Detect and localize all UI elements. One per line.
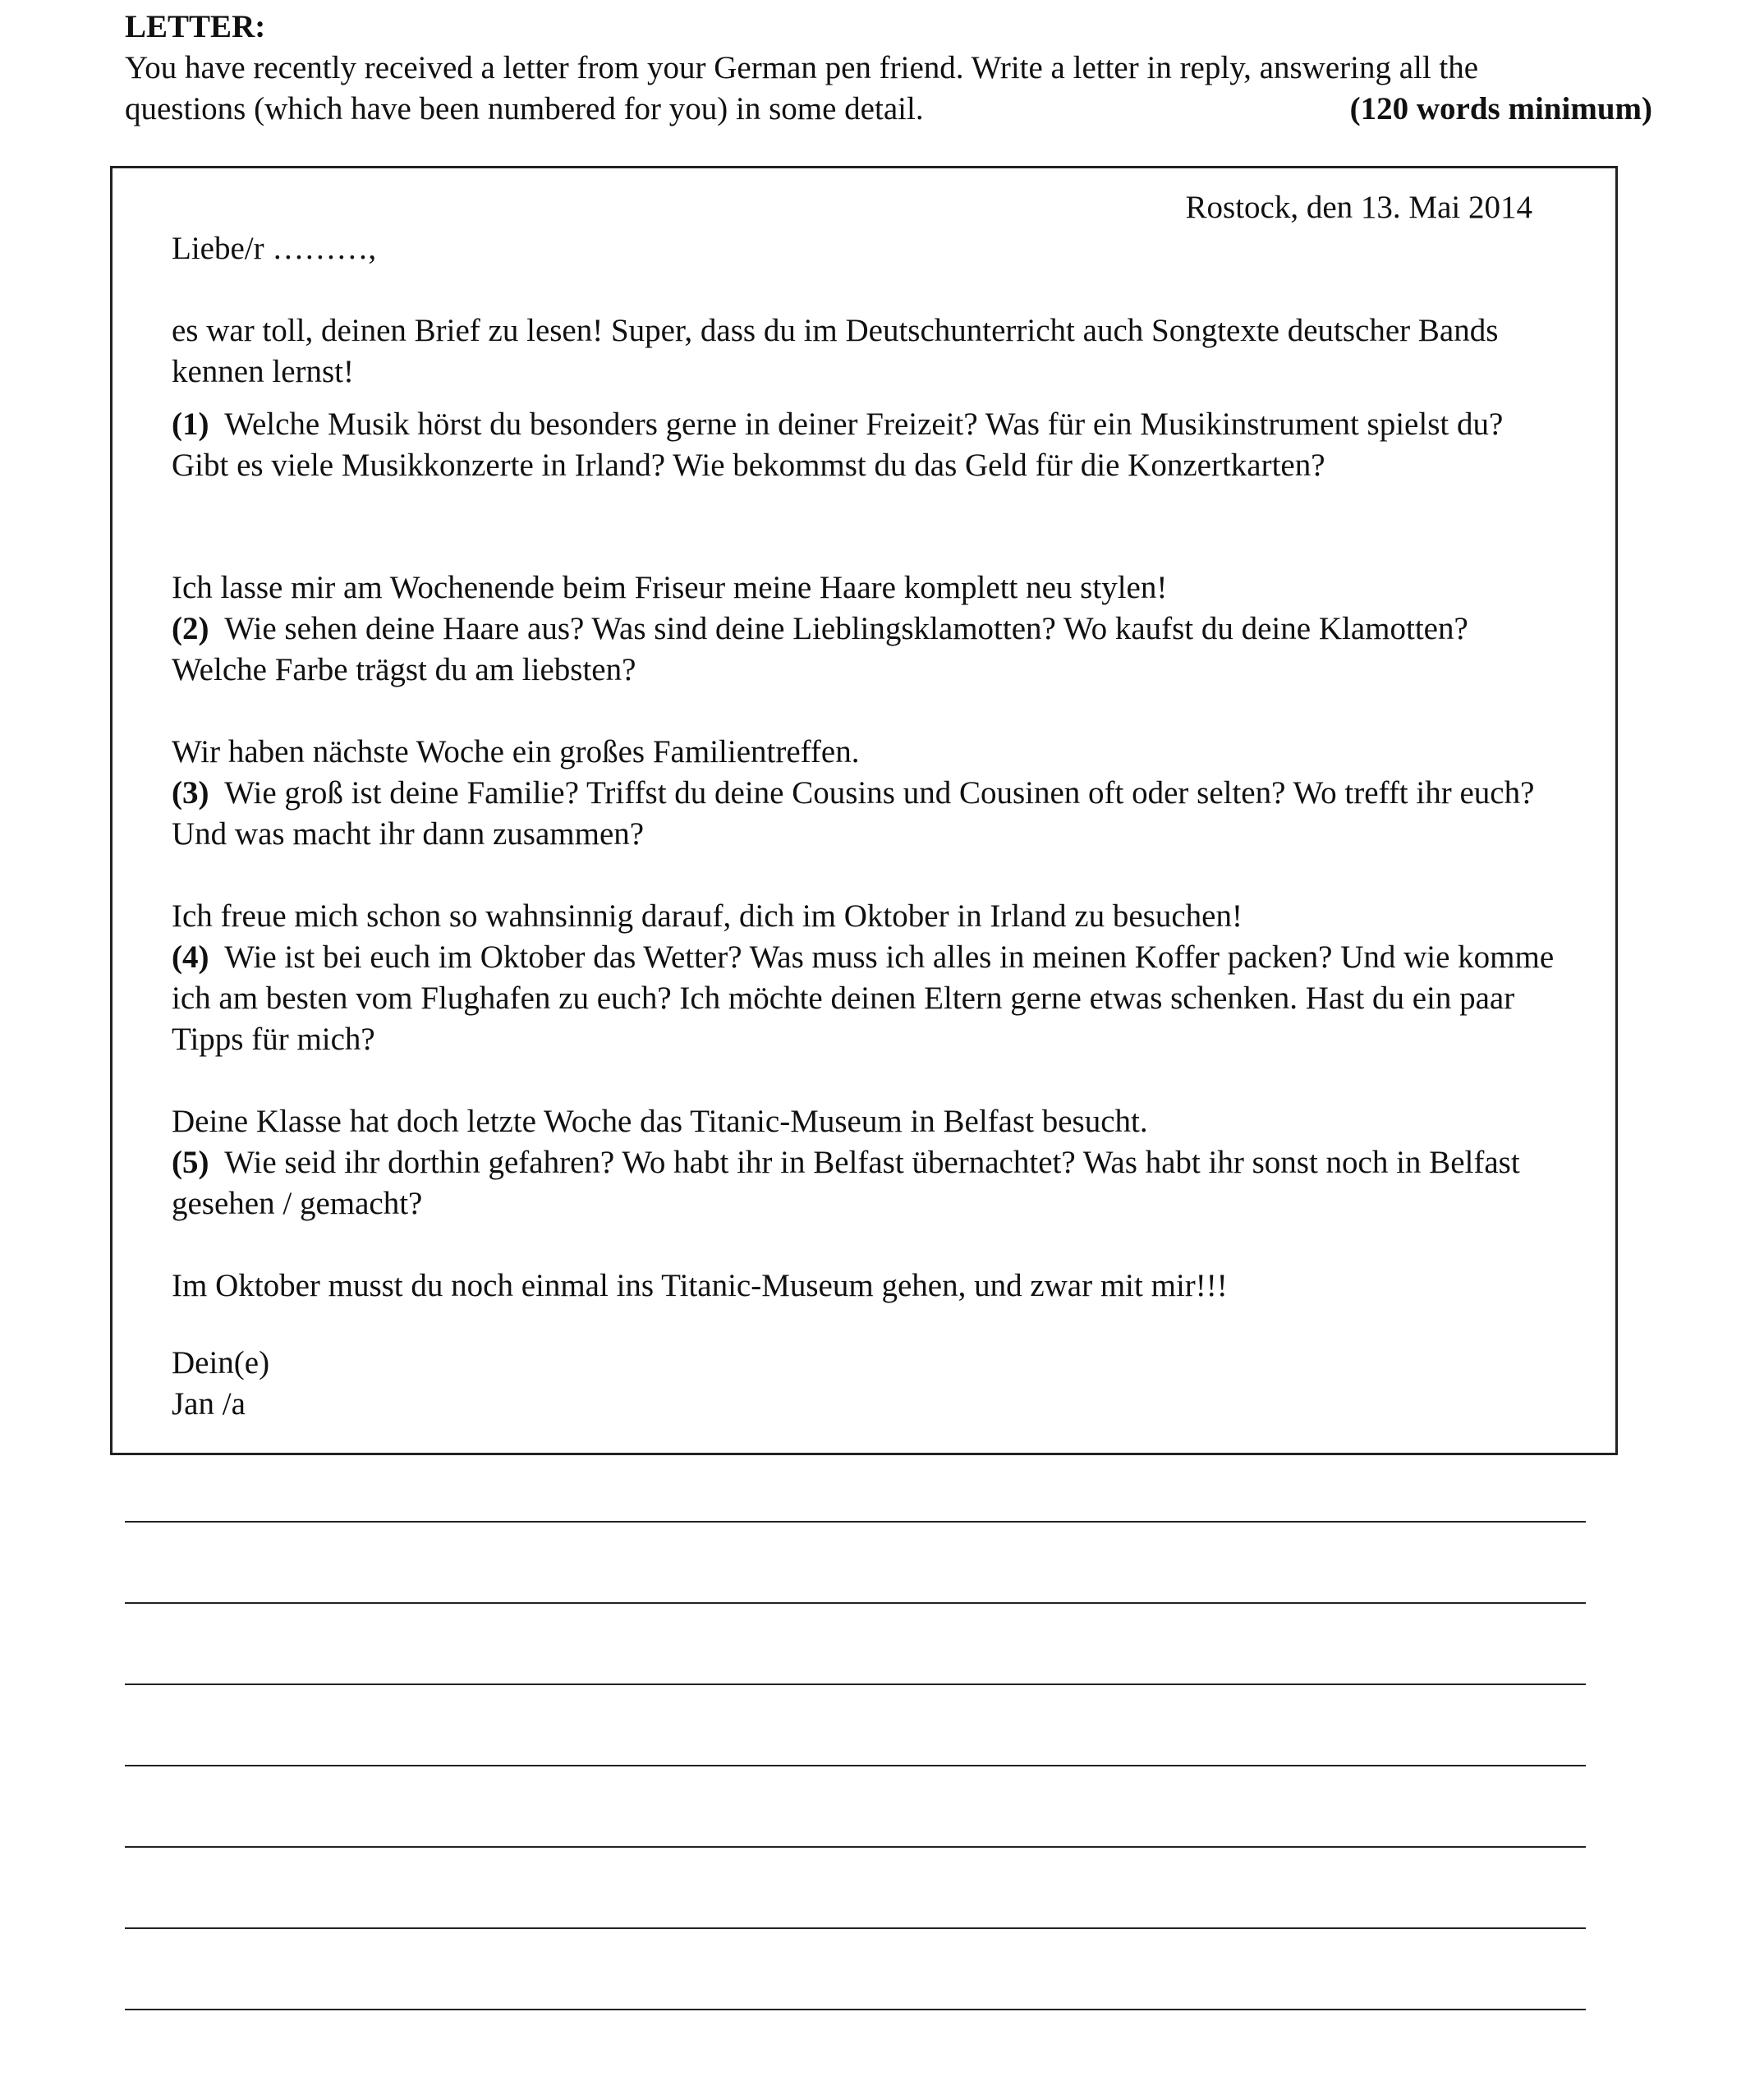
question-block-2 [172,609,1568,691]
answer-writing-area [125,1521,1586,2090]
task-instruction-line2: questions (which have been numbered for you) in some detail. [125,91,924,126]
question-block-4 [172,937,1568,1060]
question-text: Wie ist bei euch im Oktober das Wetter? Was muss ich alles in meinen Koffer packen? Und wie komme ich am besten vom Flughafen zu euch? Ich möchte deinen Eltern gerne etwas schenken. Hast du ein paar Tipps für mich? [172,939,1555,1057]
answer-line[interactable] [125,1765,1586,1766]
statement-4: Ich freue mich schon so wahnsinnig darauf, dich im Oktober in Irland zu besuchen! [172,898,1243,934]
letter-signoff [172,1343,269,1425]
question-number: (2) [172,611,209,646]
closing-remark: Im Oktober musst du noch einmal ins Titanic-Museum gehen, und zwar mit mir!!! [172,1268,1228,1303]
question-block-5 [172,1142,1568,1224]
letter-intro: es war toll, deinen Brief zu lesen! Super, dass du im Deutschunterricht auch Songtexte deutscher Bands kennen lernst! [172,313,1499,389]
statement-3: Wir haben nächste Woche ein großes Familientreffen. [172,734,860,769]
answer-line[interactable] [125,1521,1586,1523]
signature: Jan /a [172,1386,246,1422]
question-text: Welche Musik hörst du besonders gerne in deiner Freizeit? Was für ein Musikinstrument spielst du? Gibt es viele Musikkonzerte in Irland? Wie bekommst du das Geld für die Konzertkarten? [172,407,1504,483]
question-text: Wie groß ist deine Familie? Triffst du deine Cousins und Cousinen oft oder selten? Wo trefft ihr euch? Und was macht ihr dann zusammen? [172,775,1535,852]
letter-date: Rostock, den 13. Mai 2014 [1185,190,1532,225]
word-count-requirement: (120 words minimum) [1349,91,1652,126]
task-header [125,7,1652,130]
letter-salutation: Liebe/r ………, [172,231,377,266]
question-number: (3) [172,775,209,811]
question-block-1 [172,404,1568,486]
statement-5: Deine Klasse hat doch letzte Woche das Titanic-Museum in Belfast besucht. [172,1104,1148,1139]
task-instruction-row [125,89,1652,130]
answer-line[interactable] [125,1683,1586,1685]
answer-line[interactable] [125,2009,1586,2010]
question-number: (1) [172,407,209,442]
task-instruction-line1: You have recently received a letter from your German pen friend. Write a letter in reply, answering all the [125,50,1479,85]
question-text: Wie seid ihr dorthin gefahren? Wo habt ihr in Belfast übernachtet? Was habt ihr sonst noch in Belfast gesehen / gemacht? [172,1145,1520,1221]
answer-line[interactable] [125,1602,1586,1604]
question-number: (4) [172,939,209,975]
pen-friend-letter [110,166,1618,1455]
answer-line[interactable] [125,1927,1586,1929]
question-text: Wie sehen deine Haare aus? Was sind deine Lieblingsklamotten? Wo kaufst du deine Klamotten? Welche Farbe trägst du am liebsten? [172,611,1468,687]
answer-line[interactable] [125,1846,1586,1848]
signoff-text: Dein(e) [172,1345,270,1380]
question-number: (5) [172,1145,209,1180]
task-title: LETTER: [125,9,266,44]
question-block-3 [172,773,1568,855]
statement-2: Ich lasse mir am Wochenende beim Friseur meine Haare komplett neu stylen! [172,570,1168,605]
